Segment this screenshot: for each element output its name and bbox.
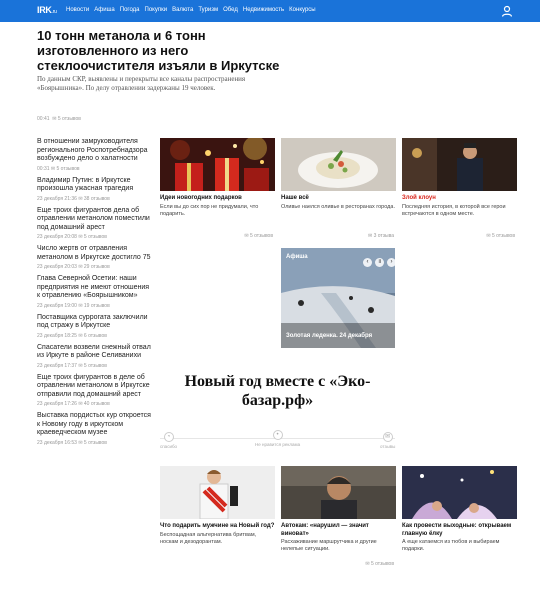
card-image-gifts[interactable] bbox=[160, 138, 275, 191]
list-item[interactable] bbox=[37, 177, 152, 202]
list-item[interactable] bbox=[37, 138, 152, 172]
pause-icon[interactable]: ॥ bbox=[375, 258, 384, 267]
card-comments[interactable]: ✉ 3 отзыва bbox=[368, 233, 394, 239]
news-meta: 23 декабря 20:08 ✉ 5 отзывов bbox=[37, 234, 107, 240]
thanks-label: спасибо bbox=[160, 444, 178, 449]
card-text: Последняя история, в которой все герои встречаются в одном месте. bbox=[402, 203, 506, 217]
afisha-label: Афиша bbox=[286, 254, 308, 260]
ad-feedback-bar bbox=[160, 430, 395, 458]
afisha-pager bbox=[363, 258, 395, 267]
card-image-tree[interactable] bbox=[402, 466, 517, 519]
card-comments[interactable]: ✉ 5 отзывов bbox=[365, 561, 394, 567]
news-title[interactable]: В отношении замруководителя регионального Роспотребнадзора возбуждено дело о халатности bbox=[37, 138, 148, 162]
user-icon: • bbox=[273, 430, 283, 440]
card-comments[interactable]: ✉ 5 отзывов bbox=[244, 233, 273, 239]
news-title[interactable]: Еще троих фигурантов дела об отравлении метанолом поместили под домашний арест bbox=[37, 206, 150, 231]
nav-item-currency[interactable]: Валюта bbox=[172, 7, 194, 13]
afisha-banner[interactable] bbox=[281, 248, 395, 348]
news-meta: 23 декабря 18:25 ✉ 6 отзывов bbox=[37, 332, 107, 339]
card-image-clown[interactable] bbox=[402, 138, 517, 191]
news-title[interactable]: Число жертв от отравления метанолом в Иркутске достигло 75 bbox=[37, 245, 151, 261]
news-meta: 23 декабря 17:37 ✉ 5 отзывов bbox=[37, 362, 107, 369]
news-title[interactable]: Владимир Путин: в Иркутске произошла ужасная трагедия bbox=[37, 176, 134, 192]
comment-icon: ✉ bbox=[383, 432, 393, 442]
chevron-left-icon[interactable]: ‹ bbox=[363, 258, 372, 267]
main-meta bbox=[37, 116, 81, 122]
card-weekend[interactable] bbox=[402, 466, 517, 576]
nav-item-contests[interactable]: Конкурсы bbox=[289, 7, 316, 13]
card-title[interactable]: Злой клоун bbox=[402, 195, 436, 201]
comment-icon: ✉ bbox=[50, 116, 57, 122]
list-item[interactable] bbox=[37, 374, 152, 408]
main-nav bbox=[66, 7, 316, 13]
user-icon[interactable] bbox=[500, 4, 514, 18]
card-image-man[interactable] bbox=[160, 466, 275, 519]
news-meta: 23 декабря 16:53 ✉ 5 отзывов bbox=[37, 439, 107, 446]
main-time: 00:41 bbox=[37, 116, 50, 122]
news-meta: 23 декабря 17:26 ✉ 40 отзывов bbox=[37, 401, 110, 407]
promo-heading[interactable]: Новый год вместе с «Эко-базар.рф» bbox=[184, 373, 371, 409]
logo-suffix: .ru bbox=[51, 9, 57, 15]
afisha-caption[interactable]: Золотая леденка. 24 декабря bbox=[286, 333, 373, 339]
card-text: Расхаживание маршрутчика и другие нелепые ситуации. bbox=[281, 539, 377, 552]
list-item[interactable] bbox=[37, 314, 152, 339]
news-meta: 00:31 ✉ 5 отзывов bbox=[37, 165, 80, 172]
list-item[interactable] bbox=[37, 275, 152, 309]
card-text: А еще катаемся из тюбов и выбираем подарки. bbox=[402, 539, 500, 552]
card-title[interactable]: Автокам: «нарушил — значит виноват» bbox=[281, 523, 369, 537]
card-gift-ideas[interactable] bbox=[160, 138, 275, 243]
dislike-ad-label: Не нравится реклама bbox=[255, 442, 301, 447]
card-olivier[interactable] bbox=[281, 138, 396, 243]
chevron-right-icon[interactable]: › bbox=[387, 258, 395, 267]
reviews-button[interactable] bbox=[380, 432, 395, 449]
nav-item-weather[interactable]: Погода bbox=[119, 7, 140, 13]
nav-item-tourism[interactable]: Туризм bbox=[198, 7, 219, 13]
card-comments[interactable]: ✉ 5 отзывов bbox=[486, 233, 515, 239]
reviews-label: отзывы bbox=[380, 444, 396, 449]
news-meta: 23 декабря 21:36 ✉ 38 отзывов bbox=[37, 195, 110, 202]
card-gift-man[interactable] bbox=[160, 466, 275, 576]
logo-text: IRK bbox=[37, 5, 52, 15]
card-evil-clown[interactable] bbox=[402, 138, 517, 243]
card-text: Если вы до сих пор не придумали, что подарить. bbox=[160, 203, 259, 217]
card-title[interactable]: Идеи новогодних подарков bbox=[160, 195, 242, 201]
list-item[interactable] bbox=[37, 207, 152, 241]
card-title[interactable]: Наше всё bbox=[281, 195, 309, 201]
card-text: Беспощадная альтернатива бритвам, носкам и дезодорантам. bbox=[160, 531, 257, 545]
nav-item-realty[interactable]: Недвижимость bbox=[242, 7, 285, 13]
nav-item-lunch[interactable]: Обед bbox=[223, 7, 238, 13]
nav-item-news[interactable]: Новости bbox=[66, 7, 90, 13]
news-list bbox=[37, 138, 152, 451]
nav-item-afisha[interactable]: Афиша bbox=[94, 7, 115, 13]
nav-item-shopping[interactable]: Покупки bbox=[144, 7, 168, 13]
dislike-ad-button[interactable] bbox=[255, 430, 300, 447]
list-item[interactable] bbox=[37, 412, 152, 446]
like-icon: ◔ bbox=[164, 432, 174, 442]
news-title[interactable]: Спасатели возвели снежный отвал из Иркуте в районе Селиванихи bbox=[37, 343, 151, 359]
card-title[interactable]: Как провести выходные: открываем главную ёлку bbox=[402, 523, 512, 537]
top-bar bbox=[0, 0, 540, 22]
main-comments[interactable]: 5 отзывов bbox=[57, 116, 81, 122]
news-title[interactable]: Выставка пордистых кур откроется к Новому году в иркутском краеведческом музее bbox=[37, 412, 151, 436]
thanks-button[interactable] bbox=[160, 432, 177, 449]
news-meta: 23 декабря 20:03 ✉ 29 отзывов bbox=[37, 264, 110, 270]
main-headline[interactable]: 10 тонн метанола и 6 тонн изготовленного из него стеклоочистителя изъяли в Иркутске bbox=[37, 28, 280, 73]
news-title[interactable]: Поставщика суррогата заключили под стражу в Иркутске bbox=[37, 313, 148, 329]
card-autocam[interactable] bbox=[281, 466, 396, 576]
news-title[interactable]: Еще троих фигурантов в деле об отравлении метанолом в Иркутске отправили под домашний арест bbox=[37, 373, 150, 398]
card-text: Оливье наелся оливье в ресторанах города. bbox=[281, 203, 395, 210]
card-image-driver[interactable] bbox=[281, 466, 396, 519]
list-item[interactable] bbox=[37, 245, 152, 270]
news-title[interactable]: Глава Северной Осетии: наши предприятия не имеют отношения к отравлению «Боярышником» bbox=[37, 275, 150, 299]
list-item[interactable] bbox=[37, 344, 152, 369]
news-meta: 23 декабря 19:00 ✉ 19 отзывов bbox=[37, 302, 110, 309]
card-title[interactable]: Что подарить мужчине на Новый год? bbox=[160, 523, 275, 529]
card-image-salad[interactable] bbox=[281, 138, 396, 191]
main-lead: По данным СКР, выявлены и перекрыты все каналы распространения «Боярышника». По делу отравлении задержаны 19 человек. bbox=[37, 75, 246, 92]
site-logo[interactable] bbox=[37, 5, 57, 15]
